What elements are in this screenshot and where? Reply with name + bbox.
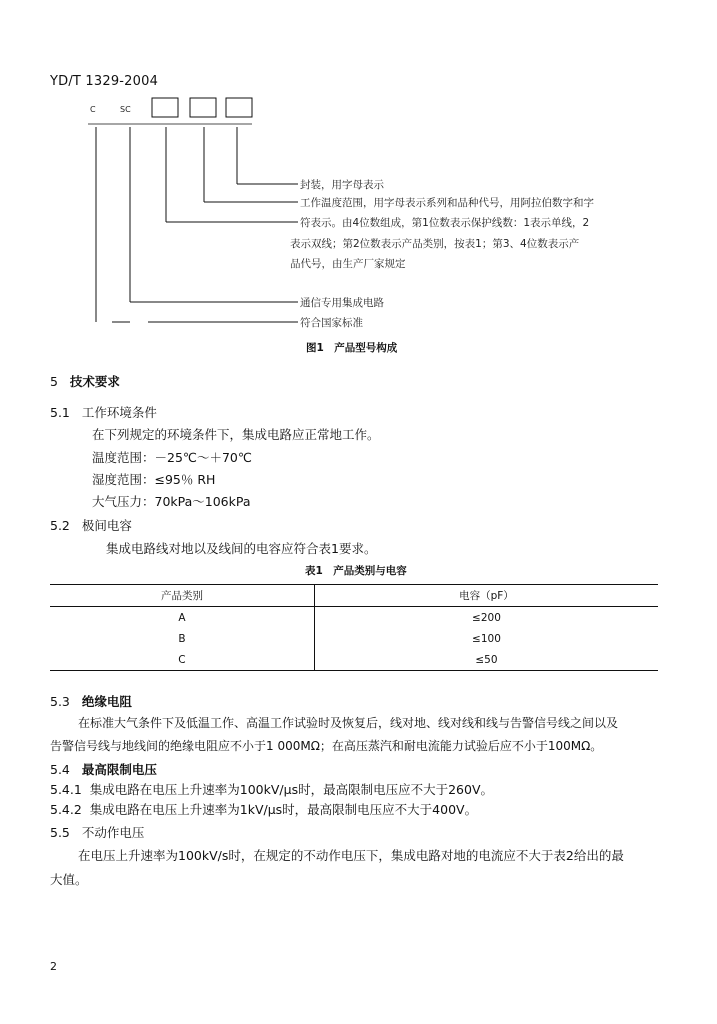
section-5-4-heading — [50, 760, 157, 778]
section-5-2-title: 极间电容 — [81, 518, 132, 533]
table-row — [50, 607, 658, 629]
section-5-1-heading — [50, 403, 157, 421]
table-row — [50, 649, 658, 671]
label-code-line-3: 品代号，由生产厂家规定 — [290, 258, 406, 270]
section-5-4-number: 5.4 — [50, 762, 70, 777]
section-5-5-number: 5.5 — [50, 825, 70, 840]
section-5-2-number: 5.2 — [50, 518, 70, 533]
table1-caption: 表1 产品类别与电容 — [305, 565, 407, 577]
label-code-line-1: 符表示。由4位数组成，第1位数表示保护线数：1表示单线，2 — [300, 217, 590, 229]
s541-item — [50, 780, 493, 798]
s542-item — [50, 800, 477, 818]
table-cell-category: A — [50, 607, 314, 629]
s541-text: 集成电路在电压上升速率为100kV/μs时，最高限制电压应不大于260V。 — [89, 782, 494, 797]
code-box-2 — [190, 98, 216, 117]
section-5-3-number: 5.3 — [50, 694, 70, 709]
table-header-category: 产品类别 — [50, 585, 314, 607]
section-5-number: 5 — [50, 374, 58, 389]
table-cell-category: B — [50, 628, 314, 649]
section-5-heading — [50, 372, 120, 390]
section-5-3-heading — [50, 692, 132, 710]
page-number: 2 — [50, 960, 57, 973]
s53-line-1: 在标准大气条件下及低温工作、高温工作试验时及恢复后，线对地、线对线和线与告警信号线之间以及 — [78, 716, 619, 730]
s53-line-2: 告警信号线与地线间的绝缘电阻应不小于1 000MΩ；在高压蒸汽和耐电流能力试验后应不小于100MΩ。 — [50, 739, 603, 753]
figure1-caption: 图1 产品型号构成 — [306, 342, 398, 354]
section-5-5-title: 不动作电压 — [81, 825, 145, 840]
code-box-3 — [226, 98, 252, 117]
s55-line-2: 大值。 — [50, 872, 88, 887]
code-prefix-c: C — [90, 105, 96, 114]
section-5-title: 技术要求 — [69, 374, 120, 389]
standard-code-header: YD/T 1329-2004 — [50, 74, 159, 89]
table-cell-category: C — [50, 649, 314, 671]
s541-number: 5.4.1 — [50, 782, 82, 797]
section-5-1-number: 5.1 — [50, 405, 70, 420]
label-telecom-ic: 通信专用集成电路 — [300, 297, 384, 309]
section-5-2-heading — [50, 516, 132, 534]
label-package: 封装，用字母表示 — [300, 179, 384, 191]
section-5-4-title: 最高限制电压 — [81, 762, 157, 777]
label-code-line-2: 表示双线；第2位数表示产品类别，按表1；第3、4位数表示产 — [290, 238, 580, 250]
s542-text: 集成电路在电压上升速率为1kV/μs时，最高限制电压应不大于400V。 — [89, 802, 478, 817]
label-temp-range: 工作温度范围，用字母表示系列和品种代号，用阿拉伯数字和字 — [300, 197, 594, 209]
table-cell-capacitance: ≤100 — [472, 632, 501, 645]
s51-line-humidity: 湿度范围：≤95％ RH — [92, 472, 216, 487]
table-header-capacitance: 电容（pF） — [314, 585, 658, 607]
table-header-row — [50, 585, 658, 607]
section-5-1-title: 工作环境条件 — [81, 405, 157, 420]
label-national-standard: 符合国家标准 — [300, 317, 363, 329]
table-cell-capacitance: ≤50 — [475, 653, 498, 666]
s51-line-intro: 在下列规定的环境条件下，集成电路应正常地工作。 — [92, 427, 380, 442]
s51-line-temperature: 温度范围：－25℃～＋70℃ — [92, 450, 252, 465]
s55-line-1: 在电压上升速率为100kV/s时，在规定的不动作电压下，集成电路对地的电流应不大于表2给出的最 — [78, 848, 624, 863]
table-cell-capacitance: ≤200 — [472, 611, 501, 624]
table-row — [50, 628, 658, 649]
code-prefix-sc: SC — [120, 105, 131, 114]
table1 — [50, 584, 658, 671]
s52-line: 集成电路线对地以及线间的电容应符合表1要求。 — [106, 541, 377, 556]
section-5-3-title: 绝缘电阻 — [81, 694, 132, 709]
code-box-1 — [152, 98, 178, 117]
s51-line-pressure: 大气压力：70kPa～106kPa — [92, 494, 251, 509]
section-5-5-heading — [50, 823, 144, 841]
s542-number: 5.4.2 — [50, 802, 82, 817]
